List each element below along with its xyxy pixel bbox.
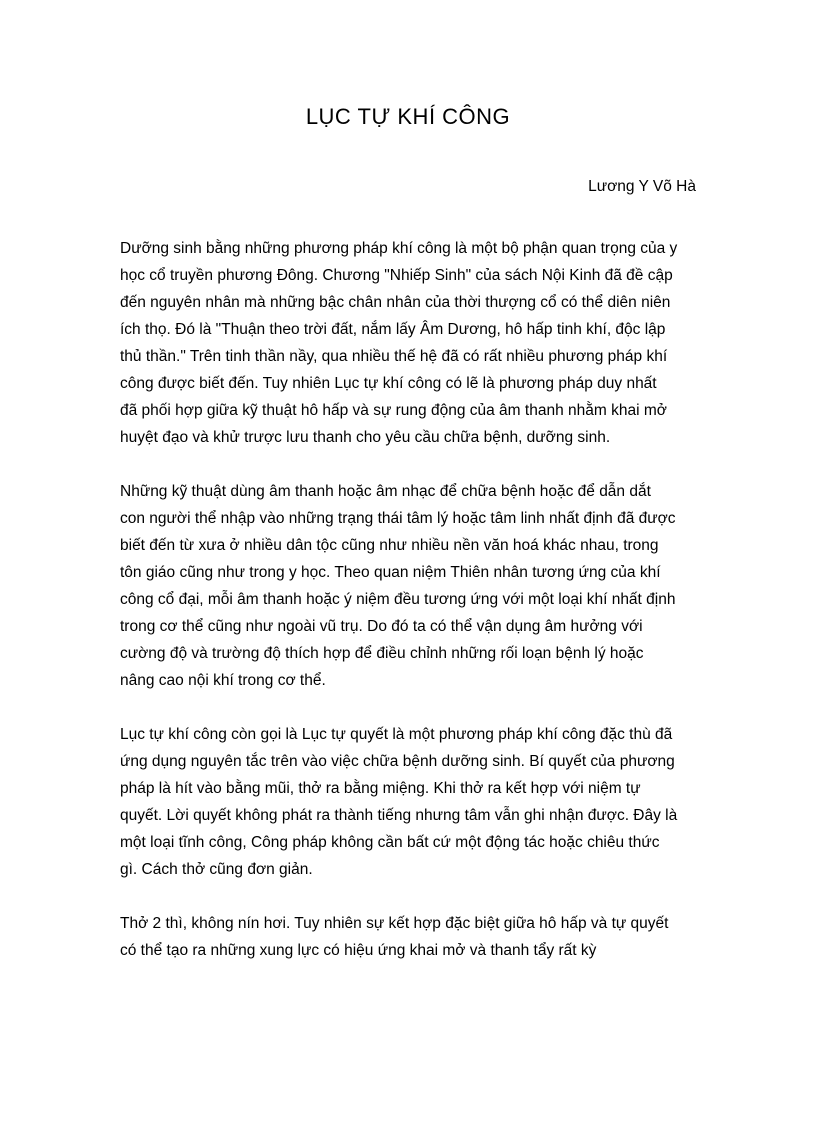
text-line: học cổ truyền phương Đông. Chương "Nhiếp Sinh" của sách Nội Kinh đã đề cập	[120, 267, 673, 284]
text-line: Thở 2 thì, không nín hơi. Tuy nhiên sự kết hợp đặc biệt giữa hô hấp và tự quyết	[120, 915, 669, 932]
text-line: có thể tạo ra những xung lực có hiệu ứng khai mở và thanh tẩy rất kỳ	[120, 942, 597, 959]
text-line: công được biết đến. Tuy nhiên Lục tự khí công có lẽ là phương pháp duy nhất	[120, 375, 657, 392]
text-line: thủ thần." Trên tinh thần nầy, qua nhiều thế hệ đã có rất nhiều phương pháp khí	[120, 348, 668, 365]
paragraph-1	[120, 235, 700, 451]
paragraph-2	[120, 478, 700, 694]
paragraph-4	[120, 910, 700, 964]
text-line: ứng dụng nguyên tắc trên vào việc chữa bệnh dưỡng sinh. Bí quyết của phương	[120, 753, 675, 770]
text-line: huyệt đạo và khử trược lưu thanh cho yêu cầu chữa bệnh, dưỡng sinh.	[120, 429, 611, 446]
text-line: Dưỡng sinh bằng những phương pháp khí công là một bộ phận quan trọng của y	[120, 240, 678, 257]
text-line: đã phối hợp giữa kỹ thuật hô hấp và sự rung động của âm thanh nhằm khai mở	[120, 402, 667, 419]
text-line: Lục tự khí công còn gọi là Lục tự quyết là một phương pháp khí công đặc thù đã	[120, 726, 673, 743]
text-line: trong cơ thể cũng như ngoài vũ trụ. Do đó ta có thể vận dụng âm hưởng với	[120, 618, 643, 635]
text-line: pháp là hít vào bằng mũi, thở ra bằng miệng. Khi thở ra kết hợp với niệm tự	[120, 780, 641, 797]
text-line: Những kỹ thuật dùng âm thanh hoặc âm nhạc để chữa bệnh hoặc để dẫn dắt	[120, 483, 651, 500]
paragraph-3	[120, 721, 700, 883]
text-line: ích thọ. Đó là "Thuận theo trời đất, nắm lấy Âm Dương, hô hấp tinh khí, độc lập	[120, 321, 666, 338]
text-line: con người thể nhập vào những trạng thái tâm lý hoặc tâm linh nhất định đã được	[120, 510, 676, 527]
document-body	[120, 235, 700, 991]
text-line: biết đến từ xưa ở nhiều dân tộc cũng như nhiều nền văn hoá khác nhau, trong	[120, 537, 659, 554]
text-line: gì. Cách thở cũng đơn giản.	[120, 861, 313, 878]
text-line: tôn giáo cũng như trong y học. Theo quan niệm Thiên nhân tương ứng của khí	[120, 564, 661, 581]
document-author: Lương Y Võ Hà	[588, 178, 696, 195]
text-line: công cổ đại, mỗi âm thanh hoặc ý niệm đều tương ứng với một loại khí nhất định	[120, 591, 676, 608]
text-line: một loại tĩnh công, Công pháp không cần bất cứ một động tác hoặc chiêu thức	[120, 834, 660, 851]
text-line: đến nguyên nhân mà những bậc chân nhân của thời thượng cổ có thể diên niên	[120, 294, 671, 311]
text-line: nâng cao nội khí trong cơ thể.	[120, 672, 326, 689]
text-line: cường độ và trường độ thích hợp để điều chỉnh những rối loạn bệnh lý hoặc	[120, 645, 644, 662]
document-title: LỤC TỰ KHÍ CÔNG	[305, 104, 511, 129]
text-line: quyết. Lời quyết không phát ra thành tiếng nhưng tâm vẫn ghi nhận được. Đây là	[120, 807, 678, 824]
